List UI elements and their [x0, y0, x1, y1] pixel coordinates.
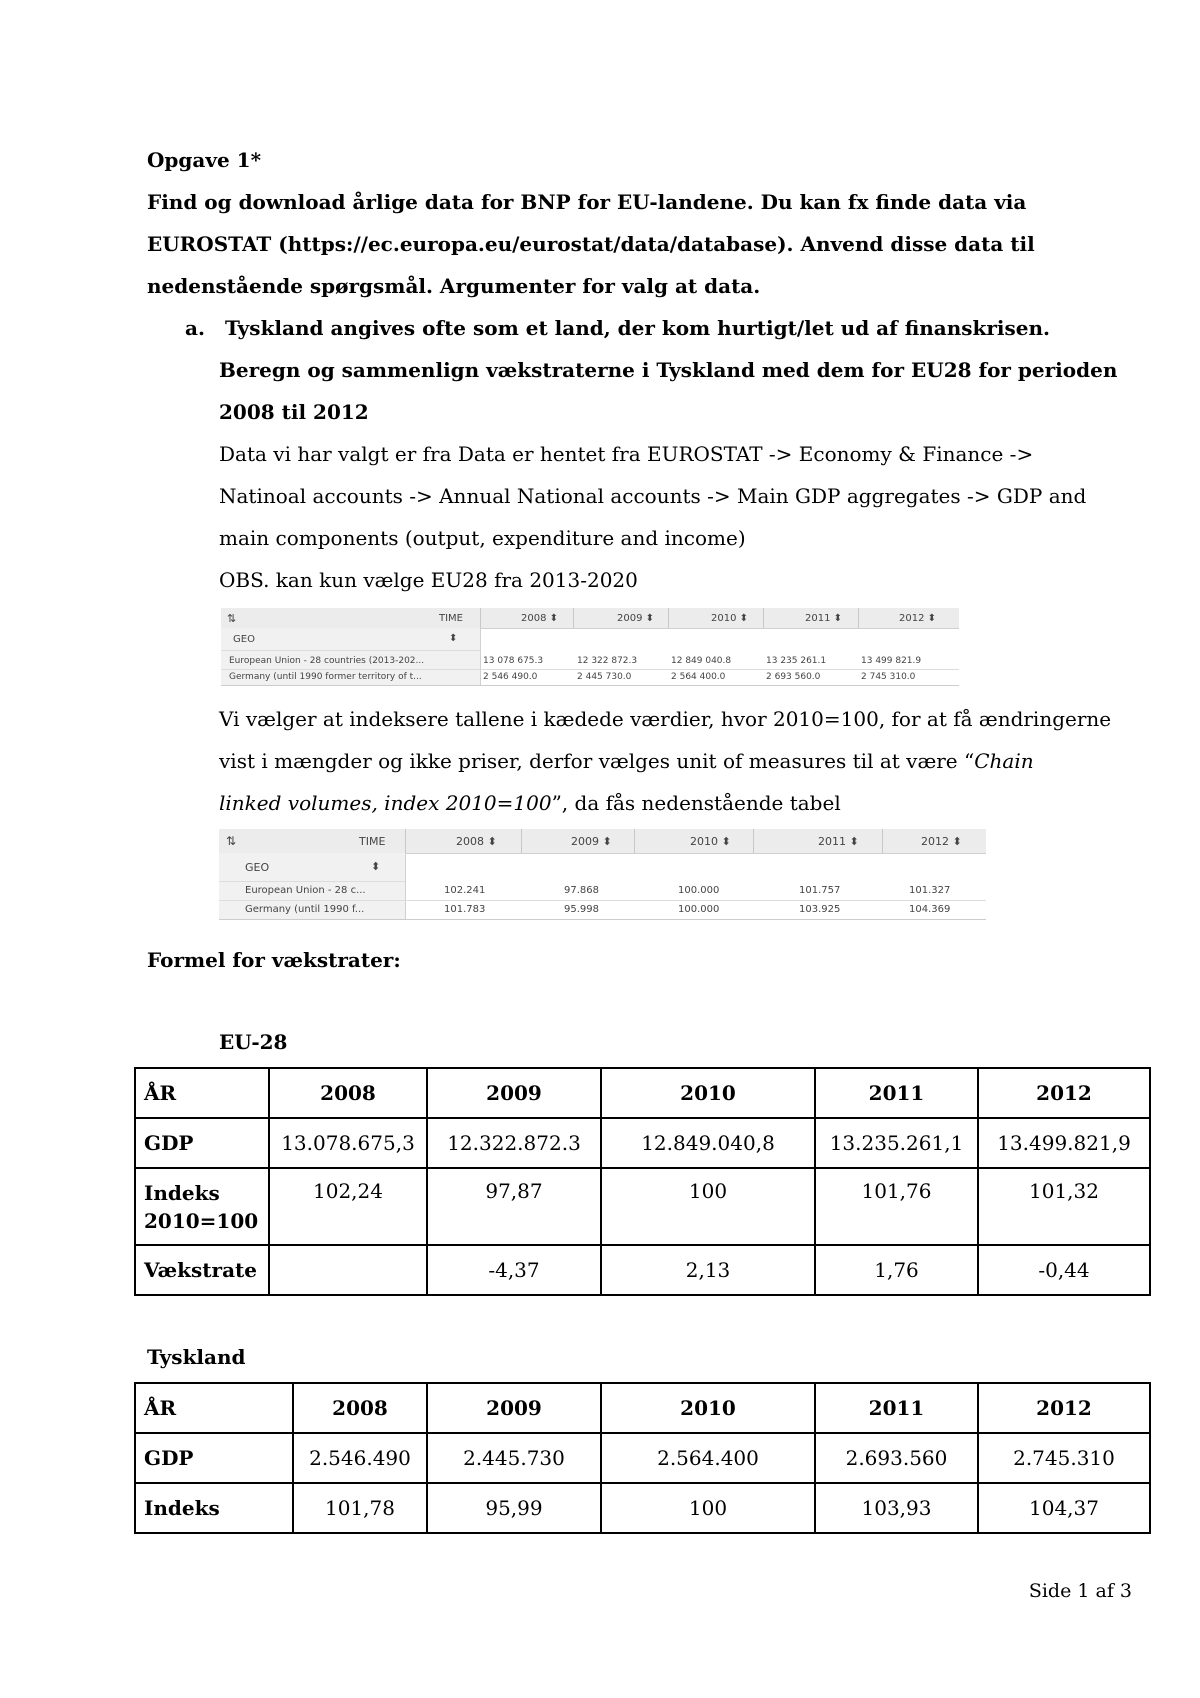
- cell-value: 101.783: [444, 904, 486, 915]
- cell-value: 101.757: [799, 885, 841, 896]
- cell-value: 2 546 490.0: [483, 672, 538, 682]
- table-cell: 2010: [601, 1383, 815, 1433]
- geo-label: GEO: [245, 861, 270, 874]
- table-cell: 101,32: [978, 1168, 1150, 1245]
- table-cell: 2.546.490: [293, 1433, 427, 1483]
- intro-line: Find og download årlige data for BNP for EU-landene. Du kan fx finde data via: [147, 190, 1027, 214]
- table-cell: 2.693.560: [815, 1433, 978, 1483]
- row-label: Germany (until 1990 former territory of t...: [229, 672, 422, 682]
- year-header: 2011 ⬍: [805, 613, 843, 624]
- table-cell: 2008: [293, 1383, 427, 1433]
- geo-label: GEO: [233, 634, 255, 645]
- cell-value: 12 849 040.8: [671, 656, 732, 666]
- table-cell: 102,24: [269, 1168, 427, 1245]
- cell-value: 13 235 261.1: [766, 656, 827, 666]
- table-row: [135, 1433, 1150, 1483]
- table-cell: 13.499.821,9: [978, 1118, 1150, 1168]
- de-table-title: Tyskland: [147, 1345, 246, 1369]
- index-line-text: vist i mængder og ikke priser, derfor vælges unit of measures til at være “: [219, 749, 975, 773]
- cell-value: 2 693 560.0: [766, 672, 821, 682]
- question-line: Tyskland angives ofte som et land, der kom hurtigt/let ud af finanskrisen.: [225, 316, 1051, 340]
- cell-value: 13 499 821.9: [861, 656, 922, 666]
- table-cell: 1,76: [815, 1245, 978, 1295]
- eu-table-title: EU-28: [219, 1030, 288, 1054]
- cell-value: 101.327: [909, 885, 951, 896]
- table-cell: ÅR: [135, 1383, 293, 1433]
- table-cell: 104,37: [978, 1483, 1150, 1533]
- table-cell: 2010: [601, 1068, 815, 1118]
- table-cell: 2008: [269, 1068, 427, 1118]
- year-header: 2010 ⬍: [690, 835, 731, 848]
- cell-value: 103.925: [799, 904, 841, 915]
- intro-line: EUROSTAT (https://ec.europa.eu/eurostat/data/database). Anvend disse data til: [147, 232, 1035, 256]
- table-cell: 101,78: [293, 1483, 427, 1533]
- table-cell: 2.745.310: [978, 1433, 1150, 1483]
- year-header: 2011 ⬍: [818, 835, 859, 848]
- table-cell: 2009: [427, 1383, 601, 1433]
- answer-line: OBS. kan kun vælge EU28 fra 2013-2020: [219, 568, 638, 592]
- table-cell: GDP: [135, 1118, 269, 1168]
- table-row: [135, 1068, 1150, 1118]
- table-cell: 95,99: [427, 1483, 601, 1533]
- cell-value: 100.000: [678, 904, 720, 915]
- table-row: [135, 1245, 1150, 1295]
- answer-line: Natinoal accounts -> Annual National accounts -> Main GDP aggregates -> GDP and: [219, 484, 1087, 508]
- question-line: 2008 til 2012: [219, 400, 369, 424]
- time-label: TIME: [439, 613, 464, 624]
- table-cell: GDP: [135, 1433, 293, 1483]
- cell-value: 2 745 310.0: [861, 672, 916, 682]
- sort-icon: ⇅: [226, 834, 237, 848]
- year-header: 2008 ⬍: [456, 835, 497, 848]
- table-cell: 13.078.675,3: [269, 1118, 427, 1168]
- year-header: 2012 ⬍: [921, 835, 962, 848]
- row-label: European Union - 28 c...: [245, 885, 366, 896]
- answer-line: Data vi har valgt er fra Data er hentet fra EUROSTAT -> Economy & Finance ->: [219, 442, 1034, 466]
- table-cell: 2.564.400: [601, 1433, 815, 1483]
- index-line: [219, 749, 1034, 773]
- table-cell: Indeks 2010=100: [135, 1168, 269, 1245]
- table-cell: 2011: [815, 1068, 978, 1118]
- table-row: [135, 1118, 1150, 1168]
- year-header: 2012 ⬍: [899, 613, 937, 624]
- eu28-table: [134, 1067, 1151, 1296]
- table-cell: Indeks: [135, 1483, 293, 1533]
- answer-line: main components (output, expenditure and income): [219, 526, 746, 550]
- cell-value: 13 078 675.3: [483, 656, 544, 666]
- row-label: European Union - 28 countries (2013-202...: [229, 656, 425, 666]
- index-line: [219, 791, 841, 815]
- table-cell: [269, 1245, 427, 1295]
- geo-sort-arrow: ⬍: [449, 633, 458, 644]
- table-cell: 2009: [427, 1068, 601, 1118]
- table-row: [135, 1168, 1150, 1245]
- table-cell: 2012: [978, 1068, 1150, 1118]
- question-line: Beregn og sammenlign vækstraterne i Tyskland med dem for EU28 for perioden: [219, 358, 1118, 382]
- table-cell: 12.849.040,8: [601, 1118, 815, 1168]
- table-cell: 100: [601, 1483, 815, 1533]
- table-row: [135, 1383, 1150, 1433]
- germany-table: [134, 1382, 1151, 1534]
- row-label: Germany (until 1990 f...: [245, 904, 365, 915]
- table-cell: 12.322.872.3: [427, 1118, 601, 1168]
- cell-value: 100.000: [678, 885, 720, 896]
- formula-label: Formel for vækstrater:: [147, 948, 401, 972]
- cell-value: 97.868: [564, 885, 599, 896]
- eurostat-screenshot-index: [219, 829, 986, 920]
- table-cell: -0,44: [978, 1245, 1150, 1295]
- table-cell: 100: [601, 1168, 815, 1245]
- table-cell: 13.235.261,1: [815, 1118, 978, 1168]
- index-italic: linked volumes, index 2010=100: [219, 791, 552, 815]
- list-marker: a.: [185, 316, 205, 340]
- year-header: 2009 ⬍: [571, 835, 612, 848]
- year-header: 2008 ⬍: [521, 613, 559, 624]
- table-row: [135, 1483, 1150, 1533]
- index-line: Vi vælger at indeksere tallene i kædede værdier, hvor 2010=100, for at få ændringerne: [219, 707, 1112, 731]
- table-cell: 101,76: [815, 1168, 978, 1245]
- index-tail: ”, da fås nedenstående tabel: [551, 791, 841, 815]
- table-cell: 2.445.730: [427, 1433, 601, 1483]
- task-heading: Opgave 1*: [147, 148, 262, 172]
- cell-value: 12 322 872.3: [577, 656, 638, 666]
- index-italic: Chain: [974, 749, 1034, 773]
- page-number: Side 1 af 3: [1028, 1580, 1132, 1602]
- table-cell: Vækstrate: [135, 1245, 269, 1295]
- table-cell: 2,13: [601, 1245, 815, 1295]
- eurostat-screenshot-gdp: [221, 608, 959, 686]
- cell-value: 2 564 400.0: [671, 672, 726, 682]
- year-header: 2010 ⬍: [711, 613, 749, 624]
- table-cell: 2012: [978, 1383, 1150, 1433]
- cell-value: 104.369: [909, 904, 951, 915]
- table-cell: -4,37: [427, 1245, 601, 1295]
- table-cell: 2011: [815, 1383, 978, 1433]
- year-header: 2009 ⬍: [617, 613, 655, 624]
- table-cell: 103,93: [815, 1483, 978, 1533]
- cell-value: 102.241: [444, 885, 486, 896]
- sort-icon: ⇅: [227, 612, 237, 625]
- cell-value: 95.998: [564, 904, 599, 915]
- table-cell: 97,87: [427, 1168, 601, 1245]
- intro-line: nedenstående spørgsmål. Argumenter for valg at data.: [147, 274, 761, 298]
- time-label: TIME: [359, 835, 386, 848]
- table-cell: ÅR: [135, 1068, 269, 1118]
- cell-value: 2 445 730.0: [577, 672, 632, 682]
- geo-sort-arrow: ⬍: [371, 860, 381, 873]
